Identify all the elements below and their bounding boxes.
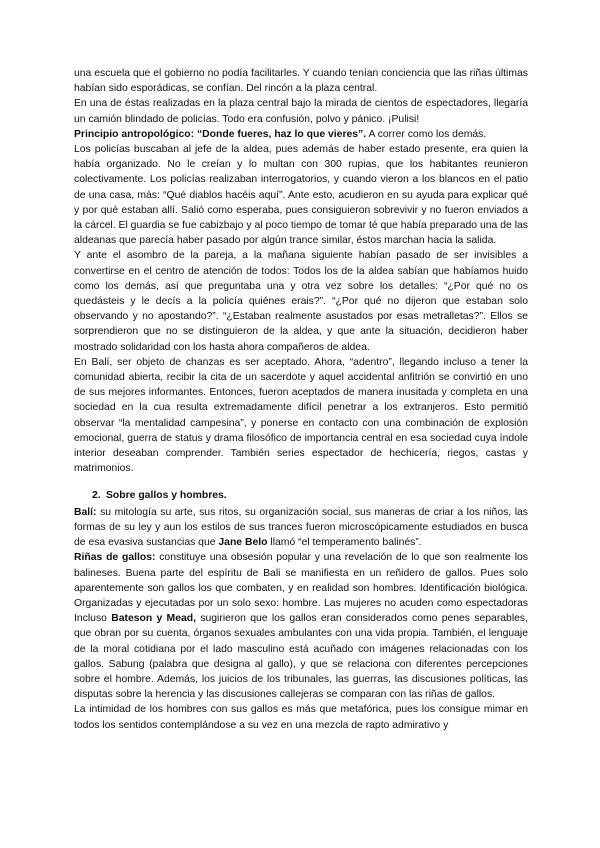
section-number: 2. (92, 490, 101, 502)
paragraph-closing: La intimidad de los hombres con sus gallos es más que metafórica, pues los consigue mimar en todos los sentidos contemplándose a su vez en una mezcla de rapto admirativo y (74, 704, 528, 731)
bali-text-after: llamó “el temperamento balinés”. (267, 537, 422, 549)
cockfights-text-after: sugirieron que los gallos eran considerados como penes separables, que obran por su cuenta, órganos sexuales ambulantes con una vida propia. También, el lenguaje de la moral cotidiana por el lado masculino está acuñado con imágenes relacionadas con los gallos. Sabung (palabra que designa al gallo), y que se relaciona con diferentes percepciones sobre el hombre. Además, los juicios de los tribunales, las guerras, las discusiones políticas, las disputas sobre la herencia y las discusiones callejeras se comparan con las riñas de gallos. (74, 613, 529, 701)
paragraph-cockfights (74, 550, 528, 702)
principle-label: Principio antropológico: “Donde fueres, haz lo que vieres”. (74, 128, 367, 140)
cockfights-text-before: constituye una obsesión popular y una revelación de lo que son realmente los balineses. Buena parte del espíritu de Bali se manifiesta en un reñidero de gallos. Pues solo aparentemente son gallos los que combaten, y en realidad son hombres. Identificación biológica. Organizadas y ejecutadas por un solo sexo: hombre. Las mujeres no acuden como espectadoras Incluso (74, 552, 528, 625)
paragraph-next-morning: Y ante el asombro de la pareja, a la mañana siguiente habían pasado de ser invisibles a convertirse en el centro de atención de todos: Todos los de la aldea sabían que habíamos huido como los demás, así que preguntaba una y otra vez sobre los detalles: “¿Por qué no os quedásteis y le decís a la policía quiénes erais?”. “¿Por qué no dijeron que estaban solo observando y no apostando?”. “¿Estaban realmente asustados por esas metralletas?”. Ellos se sorprendieron que no se distinguieron de la aldea, y que ante la situación, decidieron haber mostrado solidaridad con los hasta ahora compañeros de aldea. (74, 250, 528, 353)
cockfights-author-names: Bateson y Mead, (111, 613, 197, 625)
paragraph-principle (74, 127, 528, 142)
bali-label: Balí: (74, 506, 97, 518)
section-heading (74, 488, 528, 503)
bali-author-name: Jane Belo (218, 537, 268, 549)
bali-text-before: su mitología su arte, sus ritos, su organización social, sus maneras de criar a los niños, las formas de su ley y aun los estilos de sus trances fueron microscópicamente estudiados en busca de esa evasiva sustancias que (74, 506, 528, 549)
paragraph-accepted: En Balí, ser objeto de chanzas es ser aceptado. Ahora, “adentro”, llegando incluso a tener la comunidad abierta, recibir la cita de un sacerdote y aquel accidental anfitrión se convirtió en uno de sus mejores informantes. Entonces, fueron aceptados de manera inusitada y completa en una sociedad en la cua resulta extremadamente difícil penetrar a los extranjeros. Esto permitió observar “la mentalidad campesina”, y ponerse en contacto con una combinación de explosión emocional, guerra de status y drama filosófico de importancia central en esa sociedad cuya índole interior deseaban comprender. También series espectador de hechicería, riegos, castas y matrimonios. (74, 356, 528, 475)
section-title: Sobre gallos y hombres. (106, 490, 227, 502)
paragraph-police: Los policías buscaban al jefe de la aldea, pues además de haber estado presente, era quien la había organizado. No le creían y lo multan con 300 rupias, que los habitantes reunieron colectivamente. Los policías realizaban interrogatorios, y cuando vieron a los blancos en el patio de una casa, más: “Qué diablos hacéis aquí”. Ante esto, acudieron en su ayuda para explicar qué y por qué estaban allí. Salió como esperaba, pues consiguieron sobrevivir y no fueron enviados a la cárcel. El guardia se fue cabizbajo y al poco tiempo de tomar té que había preparado una de las aldeanas que parecía haber pasado por algún trance similar, éstos marchan hacia la salida. (74, 144, 528, 247)
document-page (74, 66, 528, 733)
paragraph-bali (74, 505, 528, 551)
cockfights-label: Riñas de gallos: (74, 552, 156, 564)
paragraph-intro-2: En una de éstas realizadas en la plaza central bajo la mirada de cientos de espectadores, llegaría un camión blindado de policías. Todo era confusión, polvo y pánico. ¡Pulisi! (74, 98, 528, 125)
principle-text: A correr como los demás. (366, 128, 487, 140)
paragraph-intro-1: una escuela que el gobierno no podía facilitarles. Y cuando tenían conciencia que las riñas últimas habían sido esporádicas, se confían. Del rincón a la plaza central. (74, 68, 528, 95)
